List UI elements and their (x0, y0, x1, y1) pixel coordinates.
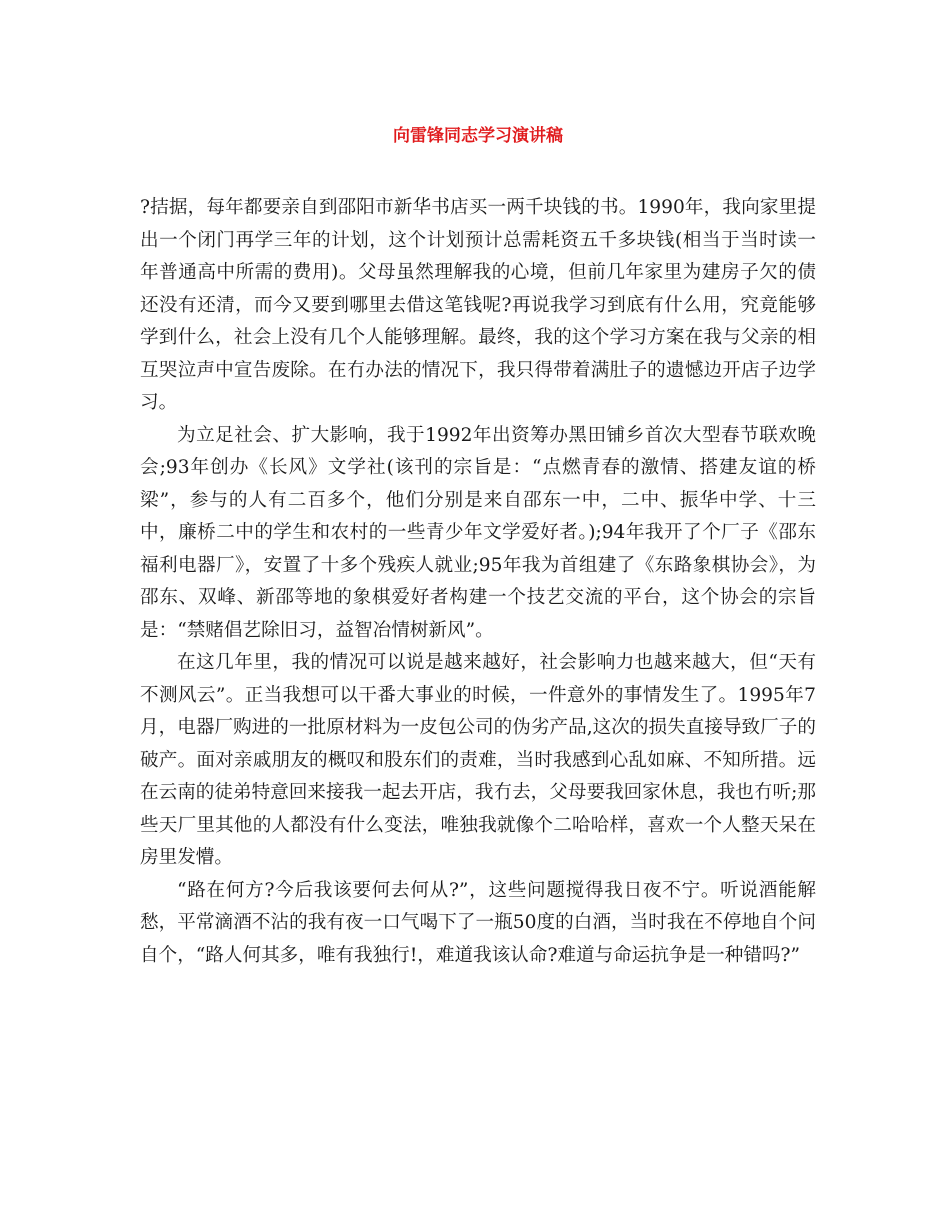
paragraph-1: ?拮据，每年都要亲自到邵阳市新华书店买一两千块钱的书。1990年，我向家里提出一个闭门再学三年的计划，这个计划预计总需耗资五千多块钱(相当于当时读一年普通高中所需的费用)。父母虽然理解我的心境，但前几年家里为建房子欠的债还没有还清，而今又要到哪里去借这笔钱呢?再说我学习到底有什么用，究竟能够学到什么，社会上没有几个人能够理解。最终，我的这个学习方案在我与父亲的相互哭泣声中宣告废除。在冇办法的情况下，我只得带着满肚子的遗憾边开店子边学习。 (140, 197, 816, 413)
paragraph-2: 为立足社会、扩大影响，我于1992年出资筹办黑田铺乡首次大型春节联欢晚会;93年创办《长风》文学社(该刊的宗旨是：“点燃青春的激情、搭建友谊的桥梁”，参与的人有二百多个，他们分别是来自邵东一中，二中、振华中学、十三中，廉桥二中的学生和农村的一些青少年文学爱好者。);94年我开了个厂子《邵东福利电器厂》，安置了十多个残疾人就业;95年我为首组建了《东路象棋协会》，为邵东、双峰、新邵等地的象棋爱好者构建一个技艺交流的平台，这个协会的宗旨是：“禁赌倡艺除旧习，益智冶情树新风”。 (140, 424, 816, 641)
document-title: 向雷锋同志学习演讲稿 (393, 126, 563, 146)
paragraph-3: 在这几年里，我的情况可以说是越来越好，社会影响力也越来越大，但“天有不测风云”。正当我想可以干番大事业的时候，一件意外的事情发生了。1995年7月，电器厂购进的一批原材料为一皮包公司的伪劣产品,这次的损失直接导致厂子的破产。面对亲戚朋友的概叹和股东们的责难，当时我感到心乱如麻、不知所措。远在云南的徒弟特意回来接我一起去开店，我冇去，父母要我回家休息，我也冇听;那些天厂里其他的人都没有什么变法，唯独我就像个二哈哈样，喜欢一个人整天呆在房里发懵。 (140, 652, 816, 868)
document-body (140, 192, 816, 972)
paragraph-4: “路在何方?今后我该要何去何从?”，这些问题搅得我日夜不宁。听说酒能解愁，平常滴酒不沾的我有夜一口气喝下了一瓶50度的白酒，当时我在不停地自个问自个，“路人何其多，唯有我独行!，难道我该认命?难道与命运抗争是一种错吗?” (140, 879, 816, 966)
